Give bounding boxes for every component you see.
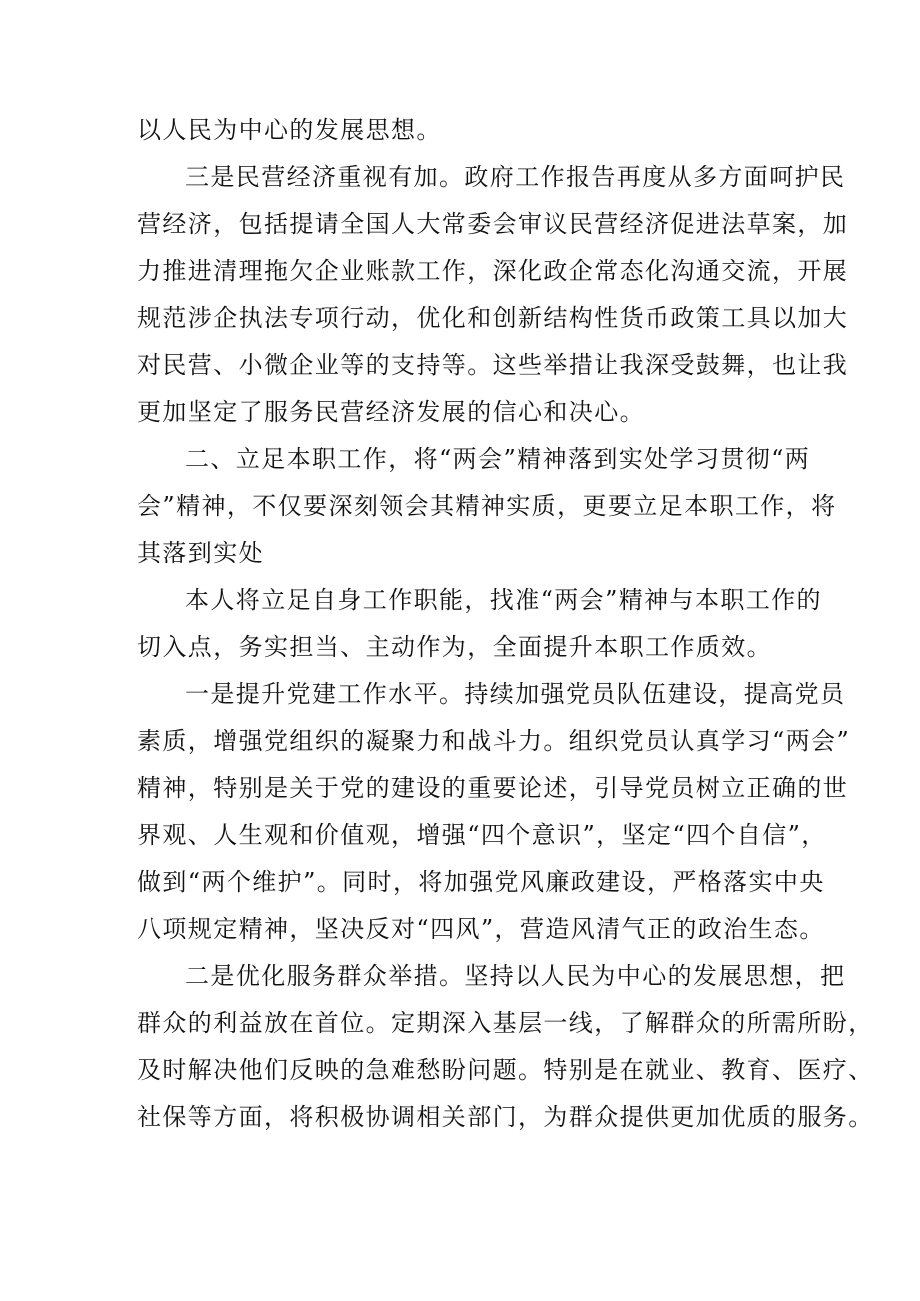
text-line: 做到“两个维护”。同时，将加强党风廉政建设，严格落实中央 [137,868,825,896]
text-line: 八项规定精神，坚决反对“四风”，营造风清气正的政治生态。 [137,915,825,943]
text-line: 社保等方面，将积极协调相关部门，为群众提供更加优质的服务。 [137,1103,874,1131]
text-line: 一是提升党建工作水平。持续加强党员队伍建设，提高党员 [185,680,846,708]
text-line: 精神，特别是关于党的建设的重要论述，引导党员树立正确的世 [137,774,849,802]
text-line: 三是民营经济重视有加。政府工作报告再度从多方面呵护民 [185,163,846,191]
text-line: 力推进清理拖欠企业账款工作，深化政企常态化沟通交流，开展 [137,257,849,285]
text-line: 二是优化服务群众举措。坚持以人民为中心的发展思想，把 [185,962,846,990]
paragraph [137,577,822,671]
text-line: 规范涉企执法专项行动，优化和创新结构性货币政策工具以加大 [137,304,849,332]
paragraph [137,154,849,436]
paragraph [137,436,837,577]
paragraph [137,107,787,154]
text-line: 群众的利益放在首位。定期深入基层一线，了解群众的所需所盼， [137,1009,874,1037]
text-line: 切入点，务实担当、主动作为，全面提升本职工作质效。 [137,633,772,661]
text-line: 本人将立足自身工作职能，找准“两会”精神与本职工作的 [185,586,822,614]
paragraph [137,671,851,953]
text-line: 二、立足本职工作，将“两会”精神落到实处学习贯彻“两 [185,445,811,473]
document-body [137,107,874,1141]
text-line: 界观、人生观和价值观，增强“四个意识”，坚定“四个自信”， [137,821,827,849]
text-line: 会”精神，不仅要深刻领会其精神实质，更要立足本职工作，将 [137,492,837,520]
paragraph [137,953,874,1141]
text-line: 对民营、小微企业等的支持等。这些举措让我深受鼓舞，也让我 [137,351,849,379]
text-line: 素质，增强党组织的凝聚力和战斗力。组织党员认真学习“两会” [137,727,851,755]
text-line: 更加坚定了服务民营经济发展的信心和决心。 [137,398,645,426]
text-line: 以人民为中心的发展思想。 [137,116,442,144]
text-line: 其落到实处 [137,539,264,567]
text-line: 及时解决他们反映的急难愁盼问题。特别是在就业、教育、医疗、 [137,1056,874,1084]
text-line: 营经济，包括提请全国人大常委会审议民营经济促进法草案，加 [137,210,849,238]
